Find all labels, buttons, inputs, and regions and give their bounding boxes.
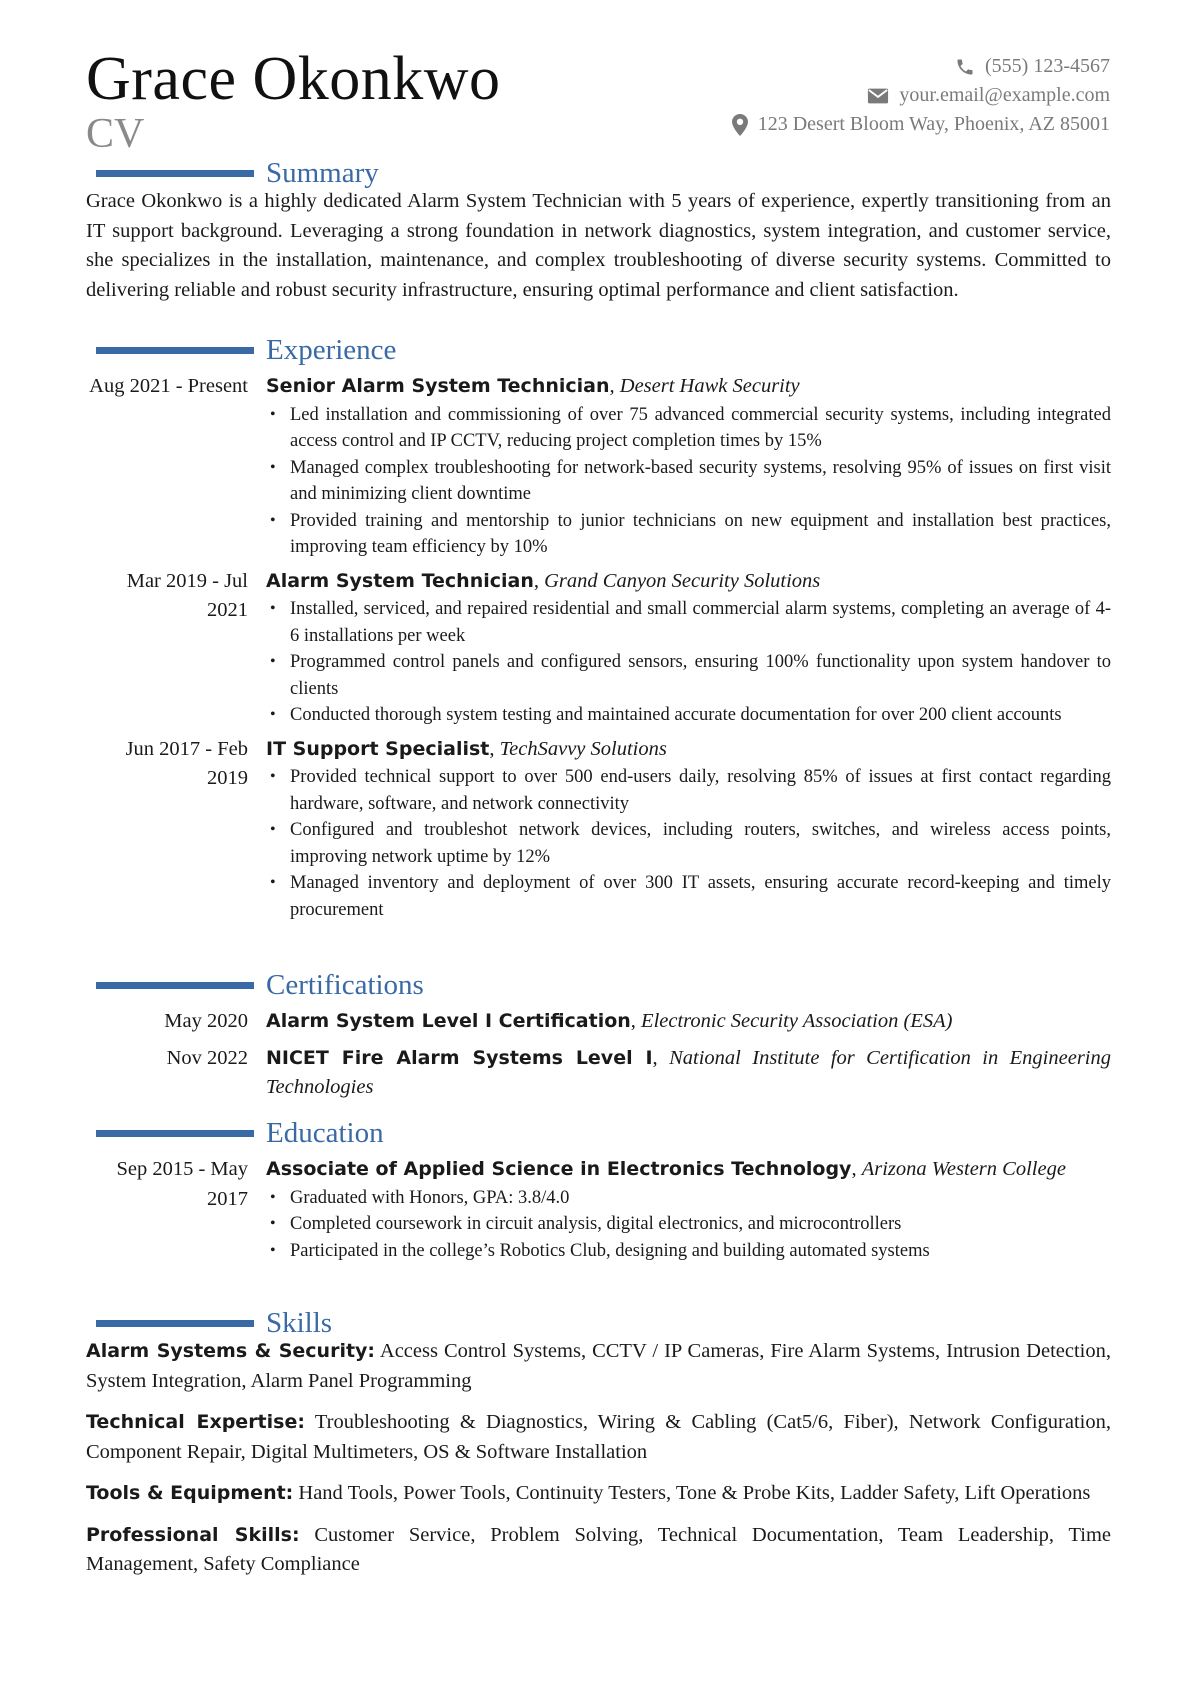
skills-title: Skills	[266, 1307, 333, 1339]
summary-section	[86, 156, 1111, 305]
entry-body	[266, 735, 1111, 924]
cert-org: Electronic Security Association (ESA)	[641, 1010, 953, 1032]
skills-section	[86, 1306, 1111, 1592]
skill-text: Hand Tools, Power Tools, Continuity Testers, Tone & Probe Kits, Ladder Safety, Lift Operations	[298, 1482, 1091, 1504]
section-accent-bar	[96, 170, 254, 177]
skill-label: Tools & Equipment:	[86, 1482, 294, 1504]
contact-phone[interactable]	[510, 52, 1110, 81]
job-role: IT Support Specialist	[266, 737, 490, 760]
skill-label: Technical Expertise:	[86, 1411, 305, 1433]
section-accent-bar	[96, 1320, 254, 1327]
certification-entry	[86, 1007, 1111, 1037]
experience-title: Experience	[266, 334, 397, 366]
bullet-item: • Managed inventory and deployment of over 300 IT assets, ensuring accurate record-keeping and timely procurement	[290, 870, 1111, 923]
entry-bullets	[266, 596, 1111, 729]
skills-heading	[86, 1306, 1111, 1342]
candidate-name: Grace Okonkwo	[86, 45, 501, 113]
bullet-item: • Participated in the college’s Robotics Club, designing and building automated systems	[290, 1238, 1111, 1265]
entry-bullets	[266, 1185, 1111, 1265]
cert-name: Alarm System Level I Certification	[266, 1010, 631, 1032]
bullet-item: • Conducted thorough system testing and maintained accurate documentation for over 200 client accounts	[290, 702, 1111, 729]
entry-body	[266, 372, 1111, 561]
job-role: Alarm System Technician	[266, 569, 534, 592]
certifications-heading	[86, 968, 1111, 1004]
bullet-item: • Managed complex troubleshooting for network-based security systems, resolving 95% of issues on first visit and minimizing client downtime	[290, 455, 1111, 508]
skill-text: Troubleshooting & Diagnostics, Wiring & Cabling (Cat5/6, Fiber), Network Configuration, Component Repair, Digital Multimeters, OS & Software Installation	[86, 1411, 1111, 1463]
skill-label: Professional Skills:	[86, 1523, 300, 1546]
phone-icon	[955, 57, 975, 77]
experience-entry	[86, 735, 1111, 924]
experience-section	[86, 333, 1111, 923]
cert-org: National Institute for Certification in Engineering Technologies	[266, 1046, 1111, 1098]
job-org: TechSavvy Solutions	[499, 737, 667, 760]
contact-email[interactable]	[510, 81, 1110, 110]
bullet-item: • Graduated with Honors, GPA: 3.8/4.0	[290, 1185, 1111, 1212]
document-subtitle: CV	[86, 111, 145, 157]
entry-date: Sep 2015 - May 2017	[116, 1158, 248, 1210]
skill-label: Alarm Systems & Security:	[86, 1340, 376, 1362]
entry-date: Mar 2019 - Jul 2021	[126, 569, 248, 621]
skill-group	[86, 1337, 1111, 1396]
contact-block	[510, 52, 1110, 139]
skill-group	[86, 1479, 1111, 1509]
education-entry	[86, 1155, 1111, 1264]
education-title: Education	[266, 1117, 384, 1149]
entry-body	[266, 567, 1111, 729]
education-heading	[86, 1116, 1111, 1152]
skill-group	[86, 1408, 1111, 1467]
entry-title: IT Support Specialist, TechSavvy Solutions	[266, 737, 667, 760]
map-pin-icon	[732, 114, 748, 136]
degree-name: Associate of Applied Science in Electronics Technology	[266, 1158, 852, 1180]
bullet-item: • Completed coursework in circuit analysis, digital electronics, and microcontrollers	[290, 1211, 1111, 1238]
experience-entry	[86, 567, 1111, 729]
entry-title: Associate of Applied Science in Electronics Technology, Arizona Western College	[266, 1158, 1066, 1180]
school-name: Arizona Western College	[861, 1158, 1066, 1180]
certifications-title: Certifications	[266, 969, 424, 1001]
skill-text: Access Control Systems, CCTV / IP Cameras, Fire Alarm Systems, Intrusion Detection, System Integration, Alarm Panel Programming	[86, 1340, 1111, 1392]
entry-date: Jun 2017 - Feb 2019	[125, 737, 248, 789]
certifications-section	[86, 968, 1111, 1103]
entry-body	[266, 1007, 1111, 1037]
section-accent-bar	[96, 982, 254, 989]
email-text: your.email@example.com	[899, 84, 1110, 106]
entry-date: May 2020	[164, 1010, 248, 1032]
experience-entry	[86, 372, 1111, 561]
bullet-item: • Configured and troubleshot network devices, including routers, switches, and wireless access points, improving network uptime by 12%	[290, 817, 1111, 870]
education-section	[86, 1116, 1111, 1264]
section-accent-bar	[96, 1130, 254, 1137]
bullet-item: • Provided training and mentorship to junior technicians on new equipment and installation best practices, improving team efficiency by 10%	[290, 508, 1111, 561]
address-text: 123 Desert Bloom Way, Phoenix, AZ 85001	[757, 113, 1110, 135]
job-role: Senior Alarm System Technician	[266, 375, 610, 397]
entry-date: Nov 2022	[166, 1046, 248, 1069]
cert-name: NICET Fire Alarm Systems Level I	[266, 1046, 653, 1069]
contact-address	[510, 110, 1110, 139]
summary-heading	[86, 156, 1111, 192]
entry-title: NICET Fire Alarm Systems Level I, National Institute for Certification in Engineering Technologies	[266, 1046, 1111, 1098]
entry-date: Aug 2021 - Present	[89, 375, 248, 397]
skill-text: Customer Service, Problem Solving, Technical Documentation, Team Leadership, Time Management, Safety Compliance	[86, 1523, 1111, 1575]
entry-bullets	[266, 402, 1111, 561]
experience-heading	[86, 333, 1111, 369]
skills-list	[86, 1337, 1111, 1580]
bullet-item: • Led installation and commissioning of over 75 advanced commercial security systems, including integrated access control and IP CCTV, reducing project completion times by 15%	[290, 402, 1111, 455]
job-org: Desert Hawk Security	[619, 375, 800, 397]
summary-title: Summary	[266, 157, 379, 189]
skill-group	[86, 1521, 1111, 1580]
job-org: Grand Canyon Security Solutions	[544, 569, 821, 592]
entry-body	[266, 1044, 1111, 1103]
entry-bullets	[266, 764, 1111, 923]
bullet-item: • Programmed control panels and configured sensors, ensuring 100% functionality upon system handover to clients	[290, 649, 1111, 702]
bullet-item: • Provided technical support to over 500 end-users daily, resolving 85% of issues at first contact regarding hardware, software, and network connectivity	[290, 764, 1111, 817]
entry-body	[266, 1155, 1111, 1264]
entry-title: Alarm System Level I Certification, Electronic Security Association (ESA)	[266, 1010, 953, 1032]
section-accent-bar	[96, 347, 254, 354]
phone-text: (555) 123-4567	[985, 55, 1110, 77]
entry-title: Senior Alarm System Technician, Desert Hawk Security	[266, 375, 800, 397]
summary-text: Grace Okonkwo is a highly dedicated Alarm System Technician with 5 years of experience, expertly transitioning from an IT support background. Leveraging a strong foundation in network diagnostics, system integration, and customer service, she specializes in the installation, maintenance, and complex troubleshooting of diverse security systems. Committed to delivering reliable and robust security infrastructure, ensuring optimal performance and client satisfaction.	[86, 190, 1111, 301]
envelope-icon	[867, 87, 889, 105]
bullet-item: • Installed, serviced, and repaired residential and small commercial alarm systems, completing an average of 4-6 installations per week	[290, 596, 1111, 649]
certification-entry	[86, 1044, 1111, 1103]
entry-title: Alarm System Technician, Grand Canyon Security Solutions	[266, 569, 821, 592]
